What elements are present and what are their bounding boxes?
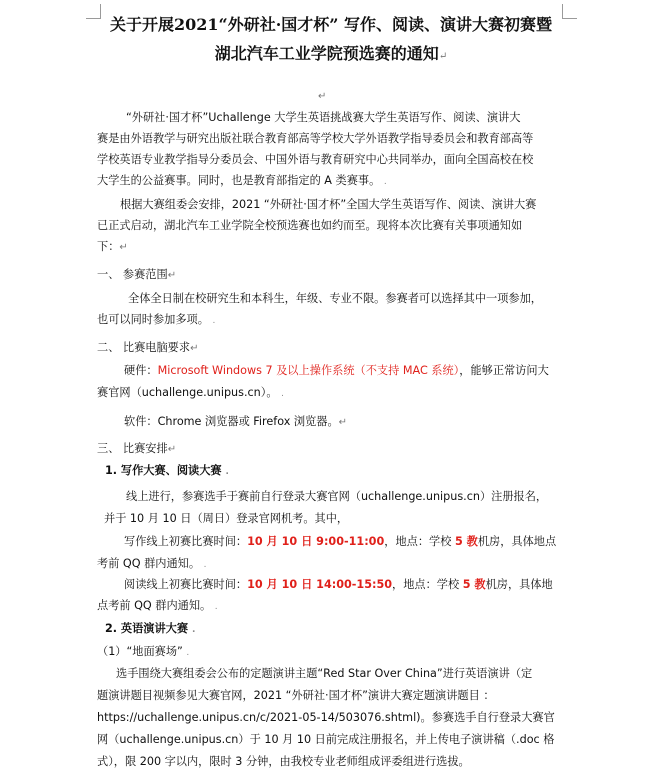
subheading-writing-reading: 1. 写作大赛、阅读大赛 . — [105, 464, 229, 477]
intro-line-1: “外研社·国才杯”Uchallenge 大学生英语挑战赛大学生英语写作、阅读、演讲大 — [126, 111, 521, 124]
speech-line-4: 网（uchallenge.unipus.cn）于 10 月 10 日前完成注册报名，并上传电子演讲稿（.doc 格 — [97, 733, 555, 746]
section-1-text-1: 全体全日制在校研究生和本科生，年级、专业不限。参赛者可以选择其中一项参加， — [128, 292, 542, 305]
notice-line-3: 下：↵ — [97, 240, 128, 253]
speech-line-1: 选手围绕大赛组委会公布的定题演讲主题“Red Star Over China”进行英语演讲（定 — [116, 667, 533, 680]
subheading-speech: 2. 英语演讲大赛 . — [105, 622, 196, 635]
software-requirement: 软件：Chrome 浏览器或 Firefox 浏览器。↵ — [124, 415, 348, 428]
intro-line-3: 学校英语专业教学指导分委员会、中国外语与教育研究中心共同举办，面向全国高校在校 — [97, 153, 534, 166]
intro-line-2: 赛是由外语教学与研究出版社联合教育部高等学校大学外语教学指导委员会和教育部高等 — [97, 132, 534, 145]
online-info-line-1: 线上进行，参赛选手于赛前自行登录大赛官网（uchallenge.unipus.cn）注册报名， — [126, 490, 548, 503]
notice-line-1: 根据大赛组委会安排，2021 “外研社·国才杯”全国大学生英语写作、阅读、演讲大赛 — [120, 198, 537, 211]
section-1-text-2: 也可以同时参加多项。 . — [97, 313, 216, 326]
document-title-line-1: 关于开展2021“外研社·国才杯” 写作、阅读、演讲大赛初赛暨 — [109, 15, 553, 34]
reading-schedule-line-2: 点考前 QQ 群内通知。 . — [97, 599, 218, 612]
hardware-requirement: 硬件：Microsoft Windows 7 及以上操作系统（不支持 MAC 系统），能够正常访问大 — [124, 364, 549, 377]
speech-line-5: 式），限 200 字以内，限时 3 分钟，由我校专业老师组成评委组进行选拔。 — [97, 755, 470, 768]
subheading-ground-contest: （1）“地面赛场” . — [97, 645, 190, 658]
writing-schedule: 写作线上初赛比赛时间：10 月 10 日 9:00-11:00，地点：学校 5 教机房，具体地点 — [124, 535, 557, 548]
speech-line-2: 题演讲题目视频参见大赛官网，2021 “外研社·国才杯”演讲大赛定题演讲题目 ： — [97, 689, 495, 702]
intro-line-4: 大学生的公益赛事。同时，也是教育部指定的 A 类赛事。 . — [97, 174, 387, 187]
section-1-heading: 一、 参赛范围↵ — [97, 268, 177, 281]
reading-schedule: 阅读线上初赛比赛时间：10 月 10 日 14:00-15:50，地点：学校 5 教机房，具体地 — [124, 578, 553, 591]
section-3-heading: 三、 比赛安排↵ — [97, 442, 177, 455]
speech-line-3: https://uchallenge.unipus.cn/c/2021-05-14/503076.shtml)。参赛选手自行登录大赛官 — [97, 711, 555, 724]
empty-paragraph-mark: ↵ — [318, 91, 327, 102]
hardware-requirement-line-2: 赛官网（uchallenge.unipus.cn）。 . — [97, 386, 284, 399]
online-info-line-2: 并于 10 月 10 日（周日）登录官网机考。其中， — [104, 512, 349, 525]
document-title-line-2: 湖北汽车工业学院预选赛的通知↵ — [214, 44, 448, 63]
section-2-heading: 二、 比赛电脑要求↵ — [97, 341, 199, 354]
writing-schedule-line-2: 考前 QQ 群内通知。 . — [97, 557, 207, 570]
notice-line-2: 已正式启动，湖北汽车工业学院全校预选赛也如约而至。现将本次比赛有关事项通知如 — [97, 219, 523, 232]
